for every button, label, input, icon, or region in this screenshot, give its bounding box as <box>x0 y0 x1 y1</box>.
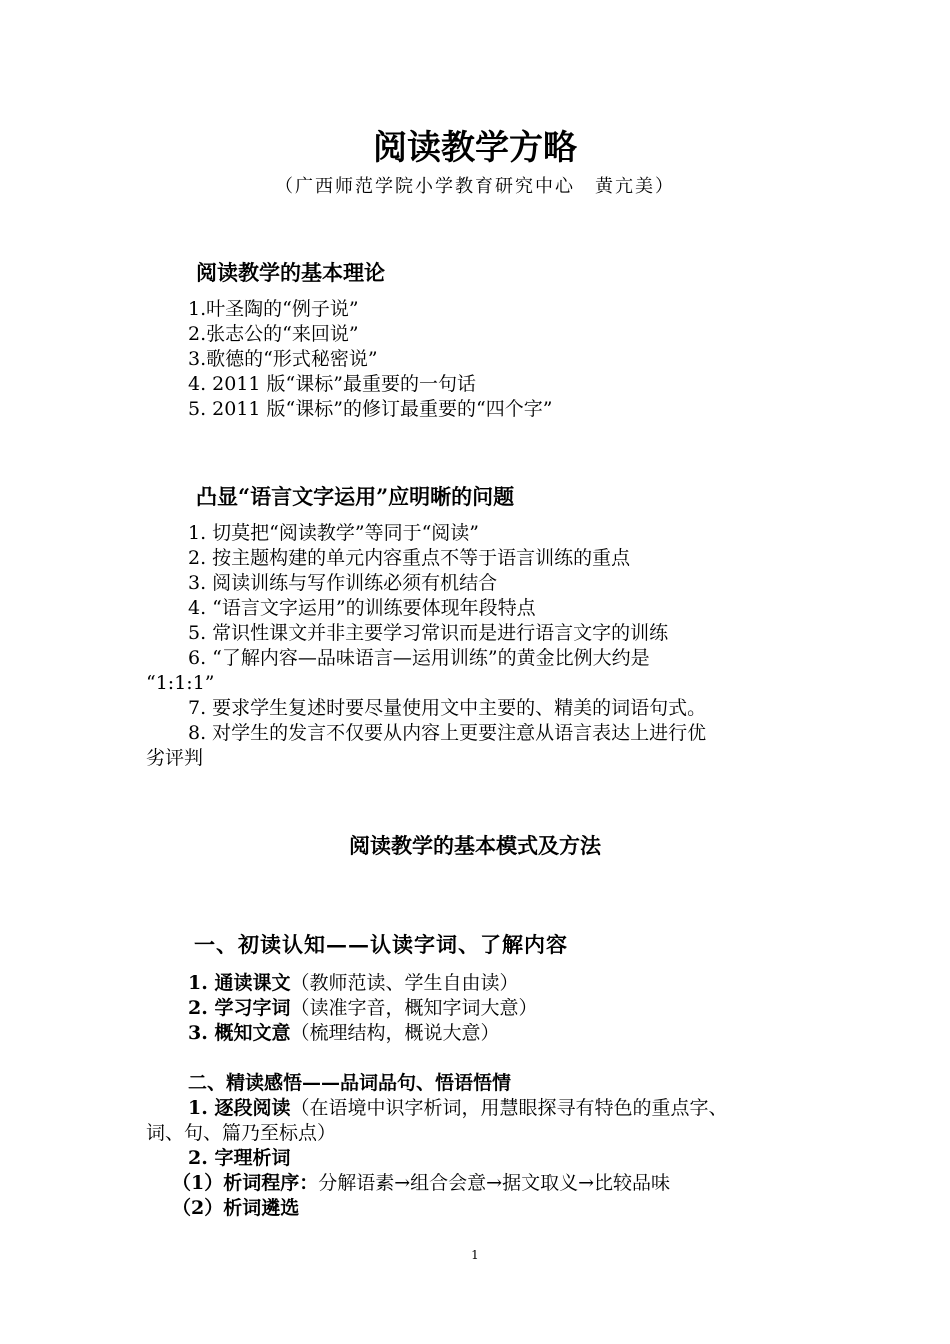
list-item: 8. 对学生的发言不仅要从内容上更要注意从语言表达上进行优 <box>188 722 707 744</box>
list-item: 2. 按主题构建的单元内容重点不等于语言训练的重点 <box>188 547 631 569</box>
sub-item: （2）析词遴选 <box>172 1197 300 1219</box>
list-item: 3.歌德的“形式秘密说” <box>188 348 378 370</box>
list-item-continuation: “1:1:1” <box>146 672 215 694</box>
sub-item-note: 分解语素→组合会意→据文取义→比较品味 <box>318 1172 670 1194</box>
list-item-bold: 1. 逐段阅读 <box>188 1097 291 1119</box>
list-item: 4. “语言文字运用”的训练要体现年段特点 <box>188 597 536 619</box>
list-item: 7. 要求学生复述时要尽量使用文中主要的、精美的词语句式。 <box>188 697 707 719</box>
list-item-continuation: 劣评判 <box>146 747 204 769</box>
section-heading-language-use: 凸显“语言文字运用”应明晰的问题 <box>196 484 515 509</box>
list-item: 3. 阅读训练与写作训练必须有机结合 <box>188 572 498 594</box>
list-item-bold: 3. 概知文意 <box>188 1022 291 1044</box>
list-item <box>188 1021 499 1046</box>
list-item: 6. “了解内容—品味语言—运用训练”的黄金比例大约是 <box>188 647 650 669</box>
list-item: 1.叶圣陶的“例子说” <box>188 298 359 320</box>
part-heading-first-reading: 一、初读认知——认读字词、了解内容 <box>194 932 568 957</box>
list-item <box>188 971 518 996</box>
list-item-note: （在语境中识字析词，用慧眼探寻有特色的重点字、 <box>290 1097 728 1119</box>
section-heading-basic-theory: 阅读教学的基本理论 <box>196 260 385 285</box>
list-item: 2. 字理析词 <box>188 1147 291 1169</box>
list-item-continuation: 词、句、篇乃至标点） <box>146 1122 337 1144</box>
page-number: 1 <box>471 1248 479 1262</box>
list-item-bold: 2. 学习字词 <box>188 997 291 1019</box>
list-item: 5. 2011 版“课标”的修订最重要的“四个字” <box>188 398 553 420</box>
list-item <box>188 996 537 1021</box>
list-item: 4. 2011 版“课标”最重要的一句话 <box>188 373 476 395</box>
list-item: 5. 常识性课文并非主要学习常识而是进行语言文字的训练 <box>188 622 669 644</box>
part-heading-close-reading: 二、精读感悟——品词品句、悟语悟情 <box>188 1072 512 1094</box>
document-subtitle: （广西师范学院小学教育研究中心 黄亢美） <box>275 176 675 197</box>
section-heading-modes-methods: 阅读教学的基本模式及方法 <box>349 833 601 858</box>
sub-item-bold: （1）析词程序： <box>172 1172 319 1194</box>
list-item <box>188 1096 727 1121</box>
list-item-note: （读准字音，概知字词大意） <box>290 997 538 1019</box>
document-title: 阅读教学方略 <box>373 128 577 168</box>
list-item-note: （教师范读、学生自由读） <box>290 972 519 994</box>
list-item-bold: 1. 通读课文 <box>188 972 291 994</box>
list-item-note: （梳理结构，概说大意） <box>290 1022 500 1044</box>
sub-item <box>172 1171 670 1196</box>
list-item: 1. 切莫把“阅读教学”等同于“阅读” <box>188 522 480 544</box>
list-item: 2.张志公的“来回说” <box>188 323 359 345</box>
